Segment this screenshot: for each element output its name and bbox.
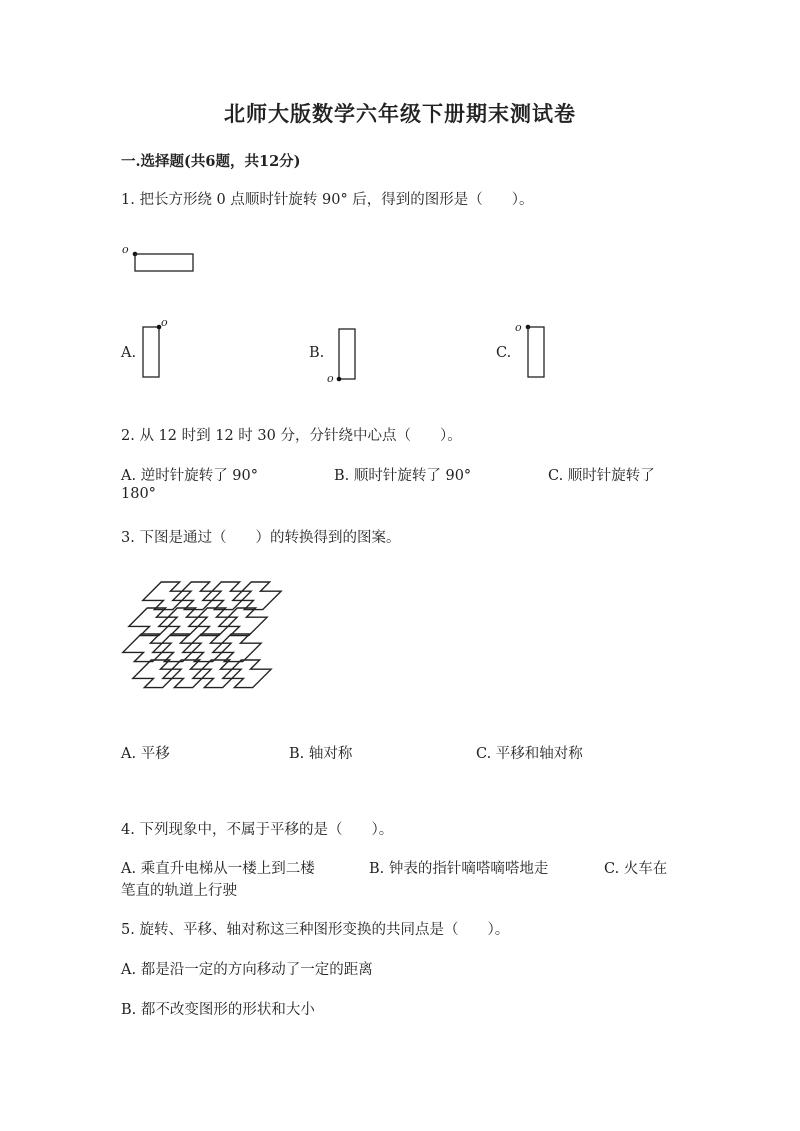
q3-option-c[interactable]: C. 平移和轴对称	[476, 746, 583, 762]
q1-option-b-label[interactable]: B.	[309, 345, 325, 361]
q1-option-b-figure	[324, 320, 364, 390]
question-1-text: 1. 把长方形绕 0 点顺时针旋转 90° 后，得到的图形是（ ）。	[121, 192, 534, 208]
q1-option-c-label[interactable]: C.	[496, 345, 512, 361]
q1-option-a-point-o-label: o	[161, 316, 168, 329]
question-2-text: 2. 从 12 时到 12 时 30 分，分针绕中心点（ ）。	[121, 428, 462, 444]
q1-option-c-point-o-label: o	[515, 321, 522, 334]
q2-option-c[interactable]: C. 顺时针旋转了	[548, 468, 655, 484]
q2-option-a[interactable]: A. 逆时针旋转了 90°	[121, 468, 258, 484]
q3-tiling-pattern-figure	[118, 578, 268, 703]
q1-option-c-figure	[512, 315, 552, 385]
question-3-text: 3. 下图是通过（ ）的转换得到的图案。	[121, 530, 401, 546]
q4-option-c[interactable]: C. 火车在	[604, 861, 668, 877]
q4-option-a[interactable]: A. 乘直升电梯从一楼上到二楼	[121, 861, 315, 877]
q3-option-b[interactable]: B. 轴对称	[289, 746, 353, 762]
page-title: 北师大版数学六年级下册期末测试卷	[224, 101, 576, 126]
q1-option-b-point-o-label: o	[327, 372, 334, 385]
q5-option-a[interactable]: A. 都是沿一定的方向移动了一定的距离	[121, 962, 373, 978]
q4-option-b[interactable]: B. 钟表的指针嘀嗒嘀嗒地走	[369, 861, 549, 877]
question-4-text: 4. 下列现象中，不属于平移的是（ ）。	[121, 822, 394, 838]
section-heading: 一.选择题(共6题，共12分)	[121, 153, 301, 170]
q1-original-rectangle-figure	[120, 238, 210, 278]
q3-option-a[interactable]: A. 平移	[121, 746, 170, 762]
question-5-text: 5. 旋转、平移、轴对称这三种图形变换的共同点是（ ）。	[121, 922, 510, 938]
q4-option-c-continued: 笔直的轨道上行驶	[121, 883, 237, 899]
q1-option-a-label[interactable]: A.	[121, 345, 137, 361]
q5-option-b[interactable]: B. 都不改变图形的形状和大小	[121, 1002, 315, 1018]
q1-option-a-figure	[140, 315, 180, 385]
q2-option-b[interactable]: B. 顺时针旋转了 90°	[334, 468, 472, 484]
q2-option-c-continued: 180°	[121, 486, 156, 502]
q1-point-o-label: o	[122, 243, 129, 256]
